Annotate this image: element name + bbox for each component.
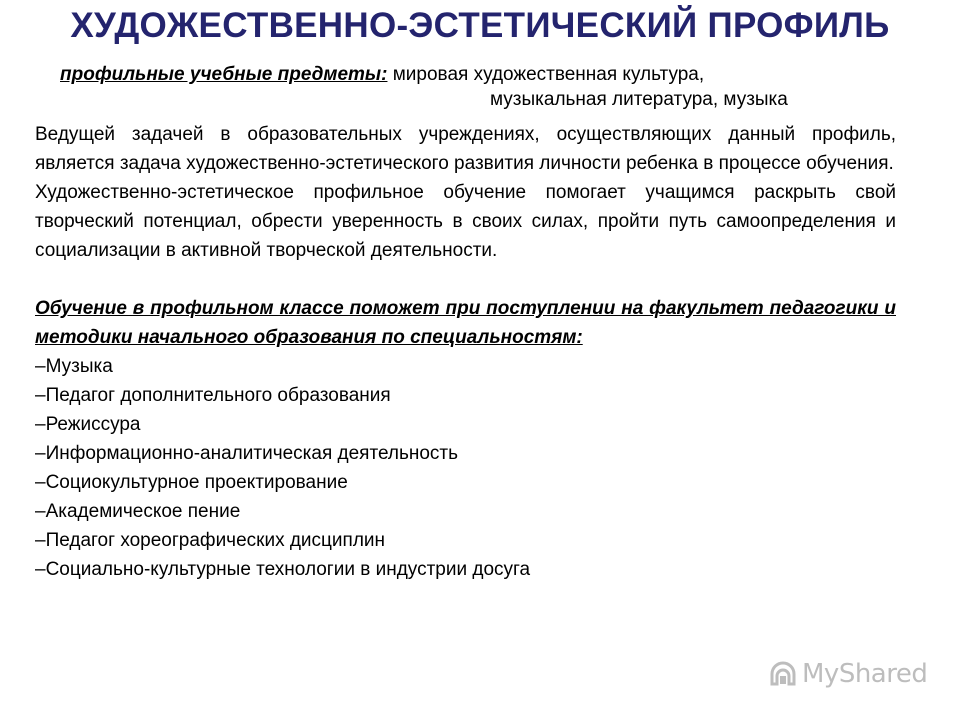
subjects-line-1: мировая художественная культура, xyxy=(387,64,705,85)
list-item: –Социально-культурные технологии в индустрии досуга xyxy=(35,559,531,580)
list-item: –Педагог хореографических дисциплин xyxy=(35,530,386,551)
specialties-heading: Обучение в профильном классе поможет при поступлении на факультет педагогики и методики начального образования по специальностям: xyxy=(35,298,896,348)
list-item: –Социокультурное проектирование xyxy=(35,472,348,493)
subjects-line-2: музыкальная литература, музыка xyxy=(490,89,788,110)
slide-body xyxy=(35,120,896,584)
myshared-watermark xyxy=(768,656,927,692)
slide-title: ХУДОЖЕСТВЕННО-ЭСТЕТИЧЕСКИЙ ПРОФИЛЬ xyxy=(70,6,890,45)
list-item: –Педагог дополнительного образования xyxy=(35,385,391,406)
list-item: –Музыка xyxy=(35,356,113,377)
specialties-list xyxy=(35,352,896,584)
subjects-label: профильные учебные предметы: xyxy=(60,64,388,85)
paragraph-profile-benefits: Художественно-эстетическое профильное обучение помогает учащимся раскрыть свой творческий потенциал, обрести уверенность в своих силах, пройти путь самоопределения и социализации в активной творческой деятельности. xyxy=(35,182,896,261)
list-item: –Академическое пение xyxy=(35,501,241,522)
list-item: –Режиссура xyxy=(35,414,141,435)
watermark-text: MyShared xyxy=(802,659,928,689)
list-item: –Информационно-аналитическая деятельность xyxy=(35,443,459,464)
myshared-logo-icon xyxy=(768,659,798,689)
paragraph-leading-task: Ведущей задачей в образовательных учреждениях, осуществляющих данный профиль, является задача художественно-эстетического развития личности ребенка в процессе обучения. xyxy=(35,124,896,174)
profile-subjects xyxy=(60,62,880,112)
